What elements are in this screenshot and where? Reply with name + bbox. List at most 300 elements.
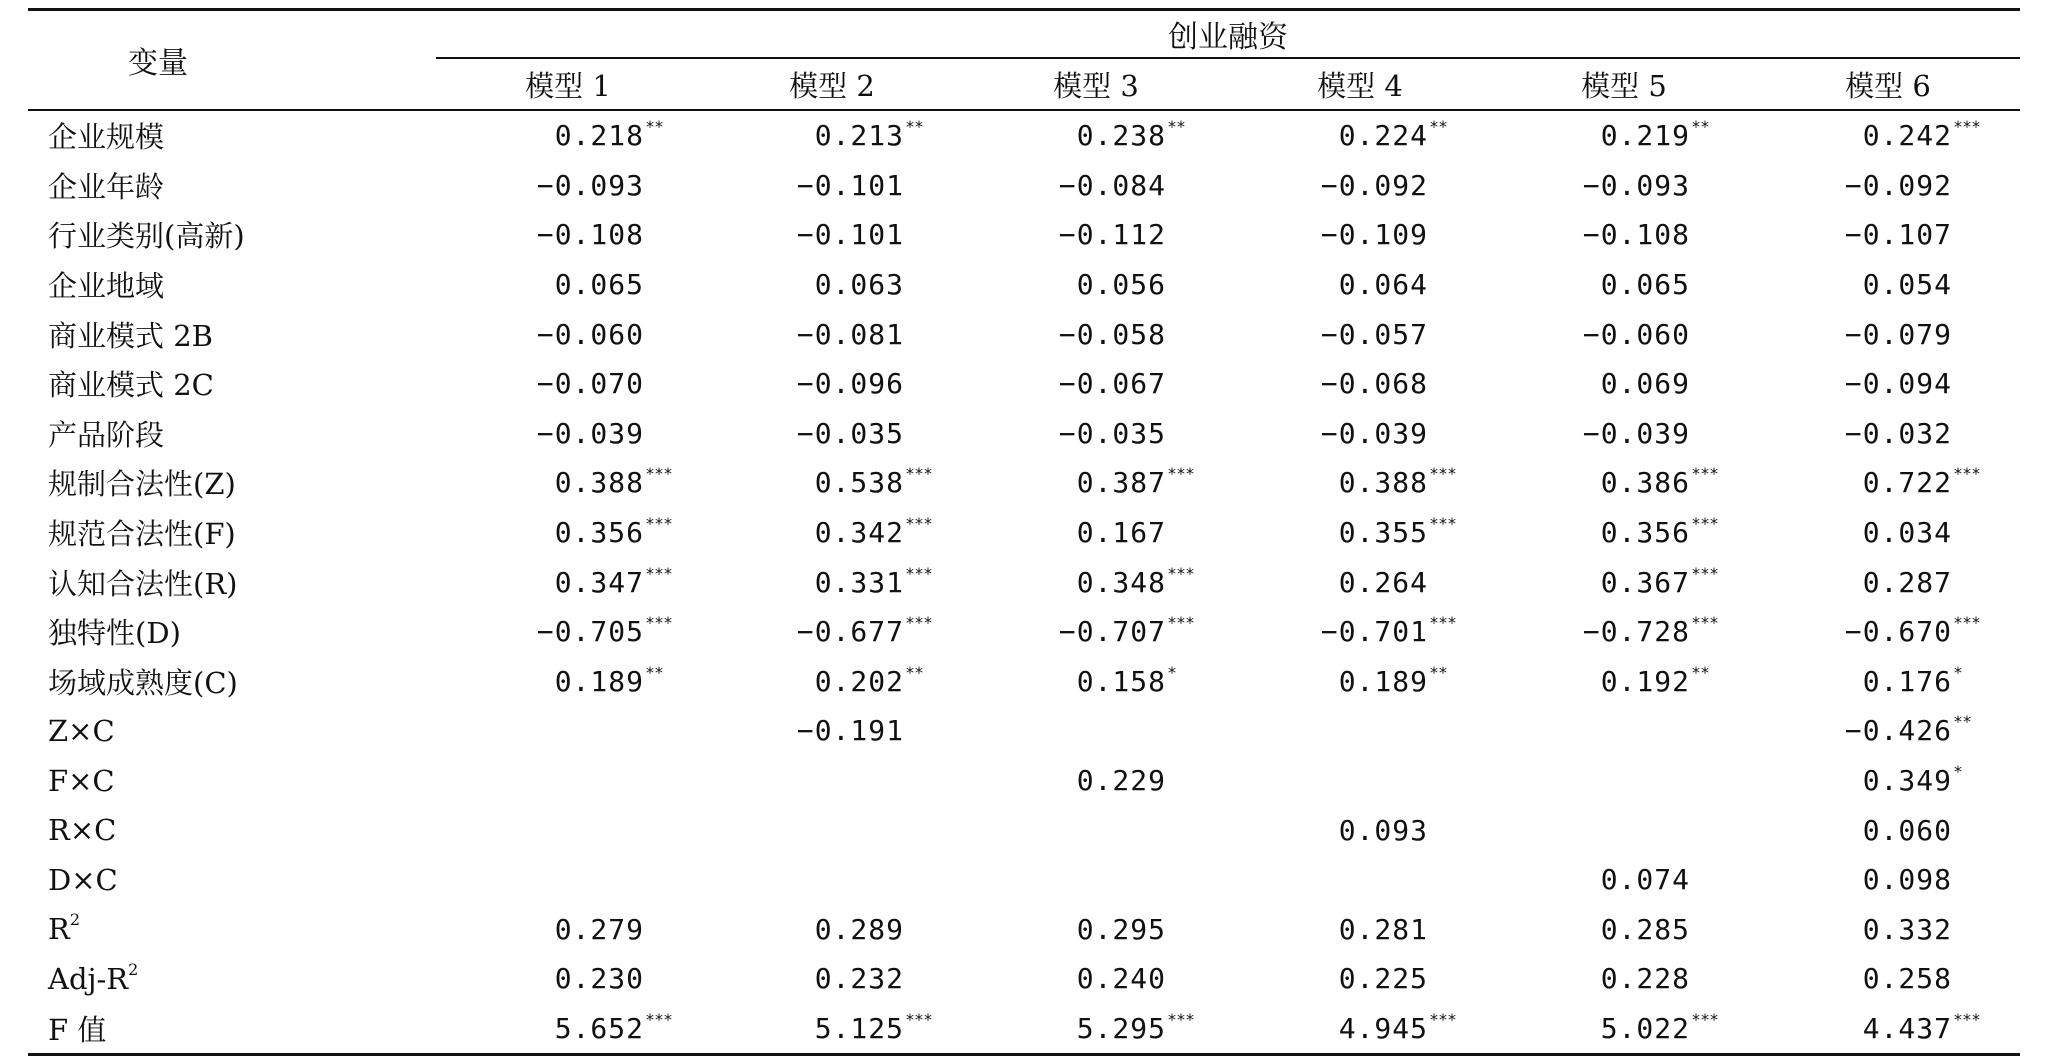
model-3-value <box>964 557 1228 607</box>
model-4-value <box>1228 706 1492 756</box>
coefficient-value: 0.056 <box>1076 268 1166 302</box>
variable-label-text: 独特性(D) <box>48 616 181 651</box>
model-6-value <box>1756 458 2020 508</box>
table-row <box>28 161 2020 211</box>
model-3-value <box>964 657 1228 707</box>
significance-stars: ** <box>906 117 924 137</box>
coefficient-value: −0.060 <box>536 317 644 351</box>
coefficient-value: 0.264 <box>1338 565 1428 599</box>
coefficient-value: 0.098 <box>1862 863 1952 897</box>
significance-stars: ** <box>1430 117 1448 137</box>
model-5-value <box>1492 210 1756 260</box>
model-6-value <box>1756 210 2020 260</box>
coefficient-value: −0.108 <box>536 218 644 252</box>
variable-label <box>28 359 436 409</box>
coefficient-value: 0.213 <box>814 119 904 153</box>
variable-label <box>28 905 436 955</box>
model-1-header: 模型 1 <box>436 58 700 110</box>
coefficient-value: 0.287 <box>1862 565 1952 599</box>
significance-stars: ** <box>1430 662 1448 682</box>
significance-stars: *** <box>1692 514 1719 534</box>
coefficient-value: −0.093 <box>1582 168 1690 202</box>
variable-label <box>28 756 436 806</box>
model-5-value <box>1492 557 1756 607</box>
significance-stars: *** <box>646 613 673 633</box>
model-5-value <box>1492 260 1756 310</box>
coefficient-value: −0.701 <box>1320 615 1428 649</box>
coefficient-value: −0.728 <box>1582 615 1690 649</box>
coefficient-value: 4.437 <box>1862 1011 1952 1045</box>
coefficient-value: 0.065 <box>554 268 644 302</box>
model-1-value <box>436 260 700 310</box>
significance-stars: *** <box>646 1009 673 1029</box>
variable-label-text: D×C <box>48 862 118 897</box>
model-6-header: 模型 6 <box>1756 58 2020 110</box>
coefficient-value: 0.229 <box>1076 764 1166 798</box>
model-3-value <box>964 508 1228 558</box>
model-6-value <box>1756 309 2020 359</box>
significance-stars: *** <box>1954 613 1981 633</box>
coefficient-value: 0.240 <box>1076 962 1166 996</box>
coefficient-value: −0.092 <box>1320 168 1428 202</box>
model-1-value <box>436 161 700 211</box>
model-2-header: 模型 2 <box>700 58 964 110</box>
coefficient-value: 0.225 <box>1338 962 1428 996</box>
coefficient-value: 0.355 <box>1338 516 1428 550</box>
table-row <box>28 309 2020 359</box>
significance-stars: *** <box>1692 464 1719 484</box>
model-6-value <box>1756 110 2020 161</box>
significance-stars: *** <box>906 1009 933 1029</box>
table-header <box>28 10 2020 111</box>
coefficient-value: −0.039 <box>1320 416 1428 450</box>
significance-stars: *** <box>1954 1009 1981 1029</box>
table-row <box>28 607 2020 657</box>
coefficient-value: −0.070 <box>536 367 644 401</box>
model-1-value <box>436 805 700 855</box>
model-4-value <box>1228 210 1492 260</box>
model-1-value <box>436 657 700 707</box>
coefficient-value: 0.232 <box>814 962 904 996</box>
regression-table <box>28 8 2020 1056</box>
model-1-value <box>436 607 700 657</box>
model-2-value <box>700 905 964 955</box>
model-1-value <box>436 706 700 756</box>
table-row <box>28 260 2020 310</box>
model-6-value <box>1756 706 2020 756</box>
coefficient-value: −0.101 <box>796 218 904 252</box>
table-body <box>28 110 2020 1055</box>
table-row <box>28 905 2020 955</box>
model-3-value <box>964 756 1228 806</box>
table-row <box>28 805 2020 855</box>
coefficient-value: −0.101 <box>796 168 904 202</box>
coefficient-value: 0.285 <box>1600 912 1690 946</box>
significance-stars: * <box>1954 662 1963 682</box>
model-3-value <box>964 855 1228 905</box>
coefficient-value: −0.058 <box>1058 317 1166 351</box>
table-row <box>28 110 2020 161</box>
model-5-value <box>1492 161 1756 211</box>
significance-stars: *** <box>646 514 673 534</box>
coefficient-value: 0.238 <box>1076 119 1166 153</box>
coefficient-value: 0.202 <box>814 664 904 698</box>
significance-stars: *** <box>906 613 933 633</box>
model-1-value <box>436 309 700 359</box>
table-row <box>28 508 2020 558</box>
coefficient-value: 0.093 <box>1338 813 1428 847</box>
model-6-value <box>1756 756 2020 806</box>
variable-label-text: 场域成熟度(C) <box>48 665 238 700</box>
coefficient-value: 0.332 <box>1862 912 1952 946</box>
model-1-value <box>436 1004 700 1055</box>
variable-label-text: F×C <box>48 763 115 798</box>
model-6-value <box>1756 1004 2020 1055</box>
coefficient-value: −0.035 <box>1058 416 1166 450</box>
coefficient-value: −0.107 <box>1844 218 1952 252</box>
model-6-value <box>1756 409 2020 459</box>
variable-label-text: F 值 <box>48 1012 107 1047</box>
coefficient-value: 5.022 <box>1600 1011 1690 1045</box>
variable-label-text: R×C <box>48 813 117 848</box>
variable-label <box>28 309 436 359</box>
significance-stars: *** <box>1430 613 1457 633</box>
model-4-value <box>1228 359 1492 409</box>
significance-stars: *** <box>906 514 933 534</box>
model-4-value <box>1228 309 1492 359</box>
significance-stars: ** <box>906 662 924 682</box>
model-6-value <box>1756 905 2020 955</box>
model-6-value <box>1756 359 2020 409</box>
model-4-value <box>1228 161 1492 211</box>
coefficient-value: −0.092 <box>1844 168 1952 202</box>
coefficient-value: 0.189 <box>554 664 644 698</box>
model-1-value <box>436 954 700 1004</box>
model-1-value <box>436 905 700 955</box>
coefficient-value: −0.032 <box>1844 416 1952 450</box>
model-2-value <box>700 260 964 310</box>
model-6-value <box>1756 161 2020 211</box>
model-4-value <box>1228 557 1492 607</box>
variable-label-text: 企业规模 <box>48 120 165 155</box>
model-5-value <box>1492 905 1756 955</box>
table-row <box>28 458 2020 508</box>
model-6-value <box>1756 557 2020 607</box>
model-1-value <box>436 210 700 260</box>
model-4-value <box>1228 1004 1492 1055</box>
regression-table-container <box>28 8 2020 1056</box>
coefficient-value: 0.289 <box>814 912 904 946</box>
model-3-value <box>964 359 1228 409</box>
coefficient-value: 0.387 <box>1076 466 1166 500</box>
model-2-value <box>700 161 964 211</box>
model-5-value <box>1492 409 1756 459</box>
model-6-value <box>1756 855 2020 905</box>
model-2-value <box>700 458 964 508</box>
model-1-value <box>436 508 700 558</box>
coefficient-value: 0.034 <box>1862 516 1952 550</box>
variable-label-text: 商业模式 2B <box>48 318 213 353</box>
table-row <box>28 1004 2020 1055</box>
coefficient-value: 0.219 <box>1600 119 1690 153</box>
significance-stars: ** <box>1168 117 1186 137</box>
coefficient-value: 0.342 <box>814 516 904 550</box>
coefficient-value: 0.356 <box>1600 516 1690 550</box>
model-4-value <box>1228 508 1492 558</box>
coefficient-value: 0.347 <box>554 565 644 599</box>
coefficient-value: 0.386 <box>1600 466 1690 500</box>
coefficient-value: 0.064 <box>1338 268 1428 302</box>
model-3-value <box>964 161 1228 211</box>
model-4-value <box>1228 954 1492 1004</box>
variable-label-text: 规制合法性(Z) <box>48 467 236 502</box>
model-1-value <box>436 409 700 459</box>
significance-stars: * <box>1954 762 1963 782</box>
model-2-value <box>700 110 964 161</box>
variable-label <box>28 557 436 607</box>
coefficient-value: 0.258 <box>1862 962 1952 996</box>
table-row <box>28 954 2020 1004</box>
variable-label <box>28 260 436 310</box>
significance-stars: ** <box>646 662 664 682</box>
variable-label-text: 商业模式 2C <box>48 368 214 403</box>
coefficient-value: −0.081 <box>796 317 904 351</box>
coefficient-value: 0.060 <box>1862 813 1952 847</box>
model-2-value <box>700 359 964 409</box>
variable-label-text: 行业类别(高新) <box>48 219 245 254</box>
model-1-value <box>436 557 700 607</box>
model-2-value <box>700 1004 964 1055</box>
significance-stars: *** <box>1954 117 1981 137</box>
significance-stars: *** <box>1692 563 1719 583</box>
model-3-value <box>964 210 1228 260</box>
significance-stars: *** <box>906 464 933 484</box>
variable-label <box>28 110 436 161</box>
coefficient-value: −0.039 <box>1582 416 1690 450</box>
coefficient-value: −0.705 <box>536 615 644 649</box>
model-6-value <box>1756 805 2020 855</box>
model-2-value <box>700 954 964 1004</box>
model-4-value <box>1228 260 1492 310</box>
model-5-value <box>1492 508 1756 558</box>
significance-stars: *** <box>1430 464 1457 484</box>
variable-label <box>28 607 436 657</box>
coefficient-value: 0.074 <box>1600 863 1690 897</box>
coefficient-value: −0.112 <box>1058 218 1166 252</box>
coefficient-value: 5.652 <box>554 1011 644 1045</box>
significance-stars: *** <box>1692 1009 1719 1029</box>
model-5-value <box>1492 607 1756 657</box>
coefficient-value: 0.069 <box>1600 367 1690 401</box>
coefficient-value: 0.281 <box>1338 912 1428 946</box>
coefficient-value: −0.670 <box>1844 615 1952 649</box>
coefficient-value: −0.094 <box>1844 367 1952 401</box>
significance-stars: ** <box>1954 712 1972 732</box>
coefficient-value: −0.039 <box>536 416 644 450</box>
table-row <box>28 557 2020 607</box>
coefficient-value: −0.067 <box>1058 367 1166 401</box>
coefficient-value: 0.192 <box>1600 664 1690 698</box>
model-2-value <box>700 309 964 359</box>
coefficient-value: −0.109 <box>1320 218 1428 252</box>
model-4-value <box>1228 607 1492 657</box>
coefficient-value: −0.191 <box>796 714 904 748</box>
significance-stars: *** <box>1168 613 1195 633</box>
coefficient-value: 0.538 <box>814 466 904 500</box>
variable-label <box>28 210 436 260</box>
model-2-value <box>700 607 964 657</box>
model-5-value <box>1492 110 1756 161</box>
model-2-value <box>700 508 964 558</box>
coefficient-value: 0.331 <box>814 565 904 599</box>
coefficient-value: 0.224 <box>1338 119 1428 153</box>
variable-label-text: 企业地域 <box>48 269 165 304</box>
model-3-value <box>964 954 1228 1004</box>
variable-label-text: 认知合法性(R) <box>48 566 238 601</box>
variable-label <box>28 409 436 459</box>
significance-stars: *** <box>1954 464 1981 484</box>
coefficient-value: 0.388 <box>1338 466 1428 500</box>
coefficient-value: 0.349 <box>1862 764 1952 798</box>
coefficient-value: −0.096 <box>796 367 904 401</box>
significance-stars: *** <box>1692 613 1719 633</box>
coefficient-value: −0.677 <box>796 615 904 649</box>
table-row <box>28 409 2020 459</box>
variable-label <box>28 855 436 905</box>
coefficient-value: 0.167 <box>1076 516 1166 550</box>
model-4-value <box>1228 657 1492 707</box>
coefficient-value: −0.426 <box>1844 714 1952 748</box>
model-3-value <box>964 110 1228 161</box>
variable-label-text: 产品阶段 <box>48 417 165 452</box>
coefficient-value: −0.057 <box>1320 317 1428 351</box>
model-3-value <box>964 260 1228 310</box>
significance-stars: ** <box>1692 117 1710 137</box>
variable-label <box>28 458 436 508</box>
model-4-value <box>1228 756 1492 806</box>
model-4-header: 模型 4 <box>1228 58 1492 110</box>
coefficient-value: 0.722 <box>1862 466 1952 500</box>
coefficient-value: −0.108 <box>1582 218 1690 252</box>
model-6-value <box>1756 954 2020 1004</box>
variable-label-superscript: 2 <box>128 959 139 979</box>
model-5-value <box>1492 1004 1756 1055</box>
model-4-value <box>1228 409 1492 459</box>
model-2-value <box>700 210 964 260</box>
model-2-value <box>700 657 964 707</box>
coefficient-value: 0.279 <box>554 912 644 946</box>
model-2-value <box>700 557 964 607</box>
coefficient-value: −0.068 <box>1320 367 1428 401</box>
coefficient-value: −0.084 <box>1058 168 1166 202</box>
model-1-value <box>436 110 700 161</box>
model-4-value <box>1228 110 1492 161</box>
table-row <box>28 756 2020 806</box>
coefficient-value: 0.228 <box>1600 962 1690 996</box>
model-5-value <box>1492 458 1756 508</box>
coefficient-value: 0.230 <box>554 962 644 996</box>
model-5-value <box>1492 657 1756 707</box>
variable-label <box>28 508 436 558</box>
coefficient-value: 0.295 <box>1076 912 1166 946</box>
coefficient-value: 0.348 <box>1076 565 1166 599</box>
variable-label-text: Z×C <box>48 713 115 748</box>
model-4-value <box>1228 905 1492 955</box>
model-5-header: 模型 5 <box>1492 58 1756 110</box>
coefficient-value: 5.125 <box>814 1011 904 1045</box>
coefficient-value: −0.093 <box>536 168 644 202</box>
model-2-value <box>700 706 964 756</box>
coefficient-value: 0.189 <box>1338 664 1428 698</box>
variable-label <box>28 657 436 707</box>
table-row <box>28 855 2020 905</box>
model-4-value <box>1228 458 1492 508</box>
coefficient-value: 0.054 <box>1862 268 1952 302</box>
model-6-value <box>1756 260 2020 310</box>
model-3-value <box>964 805 1228 855</box>
variable-label-superscript: 2 <box>69 910 81 930</box>
variable-label <box>28 161 436 211</box>
model-2-value <box>700 409 964 459</box>
coefficient-value: 0.218 <box>554 119 644 153</box>
variable-label <box>28 706 436 756</box>
coefficient-value: −0.079 <box>1844 317 1952 351</box>
significance-stars: ** <box>646 117 664 137</box>
model-3-value <box>964 309 1228 359</box>
model-1-value <box>436 855 700 905</box>
model-6-value <box>1756 657 2020 707</box>
model-2-value <box>700 756 964 806</box>
model-5-value <box>1492 855 1756 905</box>
table-row <box>28 657 2020 707</box>
model-3-header: 模型 3 <box>964 58 1228 110</box>
coefficient-value: −0.707 <box>1058 615 1166 649</box>
model-4-value <box>1228 855 1492 905</box>
significance-stars: *** <box>646 563 673 583</box>
variable-label-text: 规范合法性(F) <box>48 517 236 552</box>
coefficient-value: 5.295 <box>1076 1011 1166 1045</box>
model-2-value <box>700 855 964 905</box>
model-6-value <box>1756 508 2020 558</box>
model-1-value <box>436 359 700 409</box>
significance-stars: *** <box>646 464 673 484</box>
variable-column-header: 变量 <box>28 10 436 111</box>
model-3-value <box>964 1004 1228 1055</box>
significance-stars: *** <box>1430 514 1457 534</box>
significance-stars: * <box>1168 662 1177 682</box>
model-5-value <box>1492 805 1756 855</box>
table-row <box>28 359 2020 409</box>
coefficient-value: 0.242 <box>1862 119 1952 153</box>
coefficient-value: 0.063 <box>814 268 904 302</box>
significance-stars: *** <box>906 563 933 583</box>
model-5-value <box>1492 359 1756 409</box>
variable-label <box>28 805 436 855</box>
model-3-value <box>964 409 1228 459</box>
model-2-value <box>700 805 964 855</box>
significance-stars: *** <box>1168 464 1195 484</box>
model-3-value <box>964 607 1228 657</box>
coefficient-value: −0.060 <box>1582 317 1690 351</box>
variable-label-text: R <box>48 912 70 947</box>
model-6-value <box>1756 607 2020 657</box>
table-row <box>28 210 2020 260</box>
model-1-value <box>436 458 700 508</box>
coefficient-value: 0.356 <box>554 516 644 550</box>
table-row <box>28 706 2020 756</box>
model-5-value <box>1492 954 1756 1004</box>
model-3-value <box>964 905 1228 955</box>
